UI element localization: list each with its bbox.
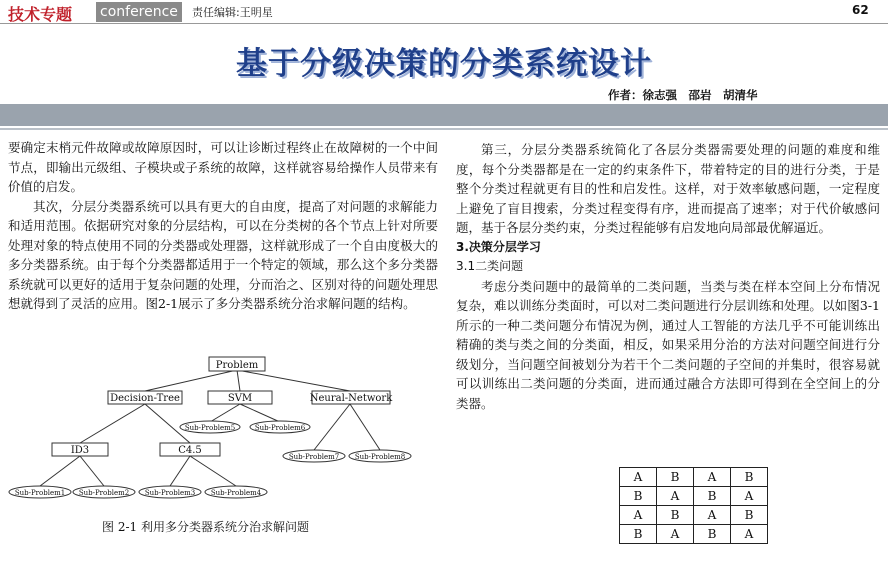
paragraph: 考虑分类问题中的最简单的二类问题，当类与类在样本空间上分布情况复杂，难以训练分类面时，可以对二类问题进行分层训练和处理。以如图3-1所示的一种二类问题分布情况为例，通过人工智能的方法几乎不可能训练出精确的类与类之间的分类面，相反，如果采用分治的方法对问题空间进行分级划分，当问题空间被划分为若干个二类问题的子空间的并集时，很容易就可以训练出二类问题的分类面，进而通过融合方法即可得到在全空间上的分类器。 <box>456 278 880 411</box>
table-cell: A <box>694 506 731 525</box>
right-column <box>456 140 880 413</box>
page-number: 62 <box>852 3 869 17</box>
table-row <box>620 487 768 506</box>
paragraph: 第三，分层分类器系统简化了各层分类器需要处理的问题的难度和维度，每个分类器都是在一定的约束条件下，带着特定的目的进行分类，于是整个分类过程就更有目的性和启发性。这样，对于效率敏感问题，一定程度上避免了盲目搜索，分类过程变得有序，进而提高了速率；对于代价敏感问题，基于各层分类约束，分类过程能够有启发地向局部最优解逼近。 <box>456 142 880 235</box>
table-row <box>620 468 768 487</box>
table-row <box>620 525 768 544</box>
left-column <box>8 138 438 314</box>
node-label-root: Problem <box>215 360 259 371</box>
authors: 作者：徐志强 邵岩 胡清华 <box>608 88 758 102</box>
table-cell: A <box>620 468 657 487</box>
table-cell: A <box>731 487 768 506</box>
node-label: C4.5 <box>178 445 202 456</box>
table-row <box>620 506 768 525</box>
title-band <box>0 104 888 126</box>
leaf-label: Sub-Problem3 <box>144 489 196 497</box>
divider <box>0 128 888 130</box>
table-cell: B <box>694 487 731 506</box>
table-cell: A <box>620 506 657 525</box>
leaf-label: Sub-Problem5 <box>184 424 236 432</box>
section-heading: 3.决策分层学习 <box>456 239 541 254</box>
table-cell: B <box>620 525 657 544</box>
subsection-heading: 3.1二类问题 <box>456 259 524 273</box>
table-cell: B <box>731 468 768 487</box>
node-label: Neural-Network <box>309 393 393 404</box>
figure-caption: 图 2-1 利用多分类器系统分治求解问题 <box>102 520 309 534</box>
header-bar <box>0 0 888 24</box>
paragraph: 其次，分层分类器系统可以具有更大的自由度，提高了对问题的求解能力和适用范围。依据研究对象的分层结构，可以在分类树的各个节点上针对所要处理对象的特点使用不同的分类器或处理器，这样就形成了一个自由度极大的多分类器系统。由于每个分类器都适用于一个特定的领域，那么这个多分类器系统就可以更好的适用于复杂问题的处理，分而治之、区别对待的问题处理思想就得到了灵活的应用。图2-1展示了多分类器系统分治求解问题的结构。 <box>8 198 438 311</box>
leaf-label: Sub-Problem2 <box>78 489 130 497</box>
table-cell: A <box>731 525 768 544</box>
table-cell: A <box>694 468 731 487</box>
node-label: SVM <box>227 393 253 404</box>
article-title: 基于分级决策的分类系统设计 <box>236 46 652 82</box>
table-cell: A <box>657 525 694 544</box>
paragraph: 要确定末梢元件故障或故障原因时，可以让诊断过程终止在故障树的一个中间节点，即输出元级组、子模块或子系统的故障，这样就容易给操作人员带来有价值的启发。 <box>8 140 438 194</box>
figure-tree-diagram <box>0 350 440 510</box>
table-cell: B <box>657 506 694 525</box>
node-label: ID3 <box>70 445 90 456</box>
leaf-label: Sub-Problem7 <box>288 453 340 461</box>
table-cell: B <box>694 525 731 544</box>
leaf-label: Sub-Problem1 <box>14 489 66 497</box>
table-cell: B <box>620 487 657 506</box>
class-distribution-table <box>619 467 768 544</box>
brand-conference: conference <box>96 2 182 22</box>
editor-label: 责任编辑:王明星 <box>192 6 273 19</box>
node-label: Decision-Tree <box>110 393 180 404</box>
leaf-label: Sub-Problem8 <box>354 453 406 461</box>
table-cell: B <box>657 468 694 487</box>
brand-logo: 技术专题 <box>8 5 73 24</box>
table-cell: B <box>731 506 768 525</box>
leaf-label: Sub-Problem6 <box>254 424 306 432</box>
leaf-label: Sub-Problem4 <box>210 489 262 497</box>
table-cell: A <box>657 487 694 506</box>
